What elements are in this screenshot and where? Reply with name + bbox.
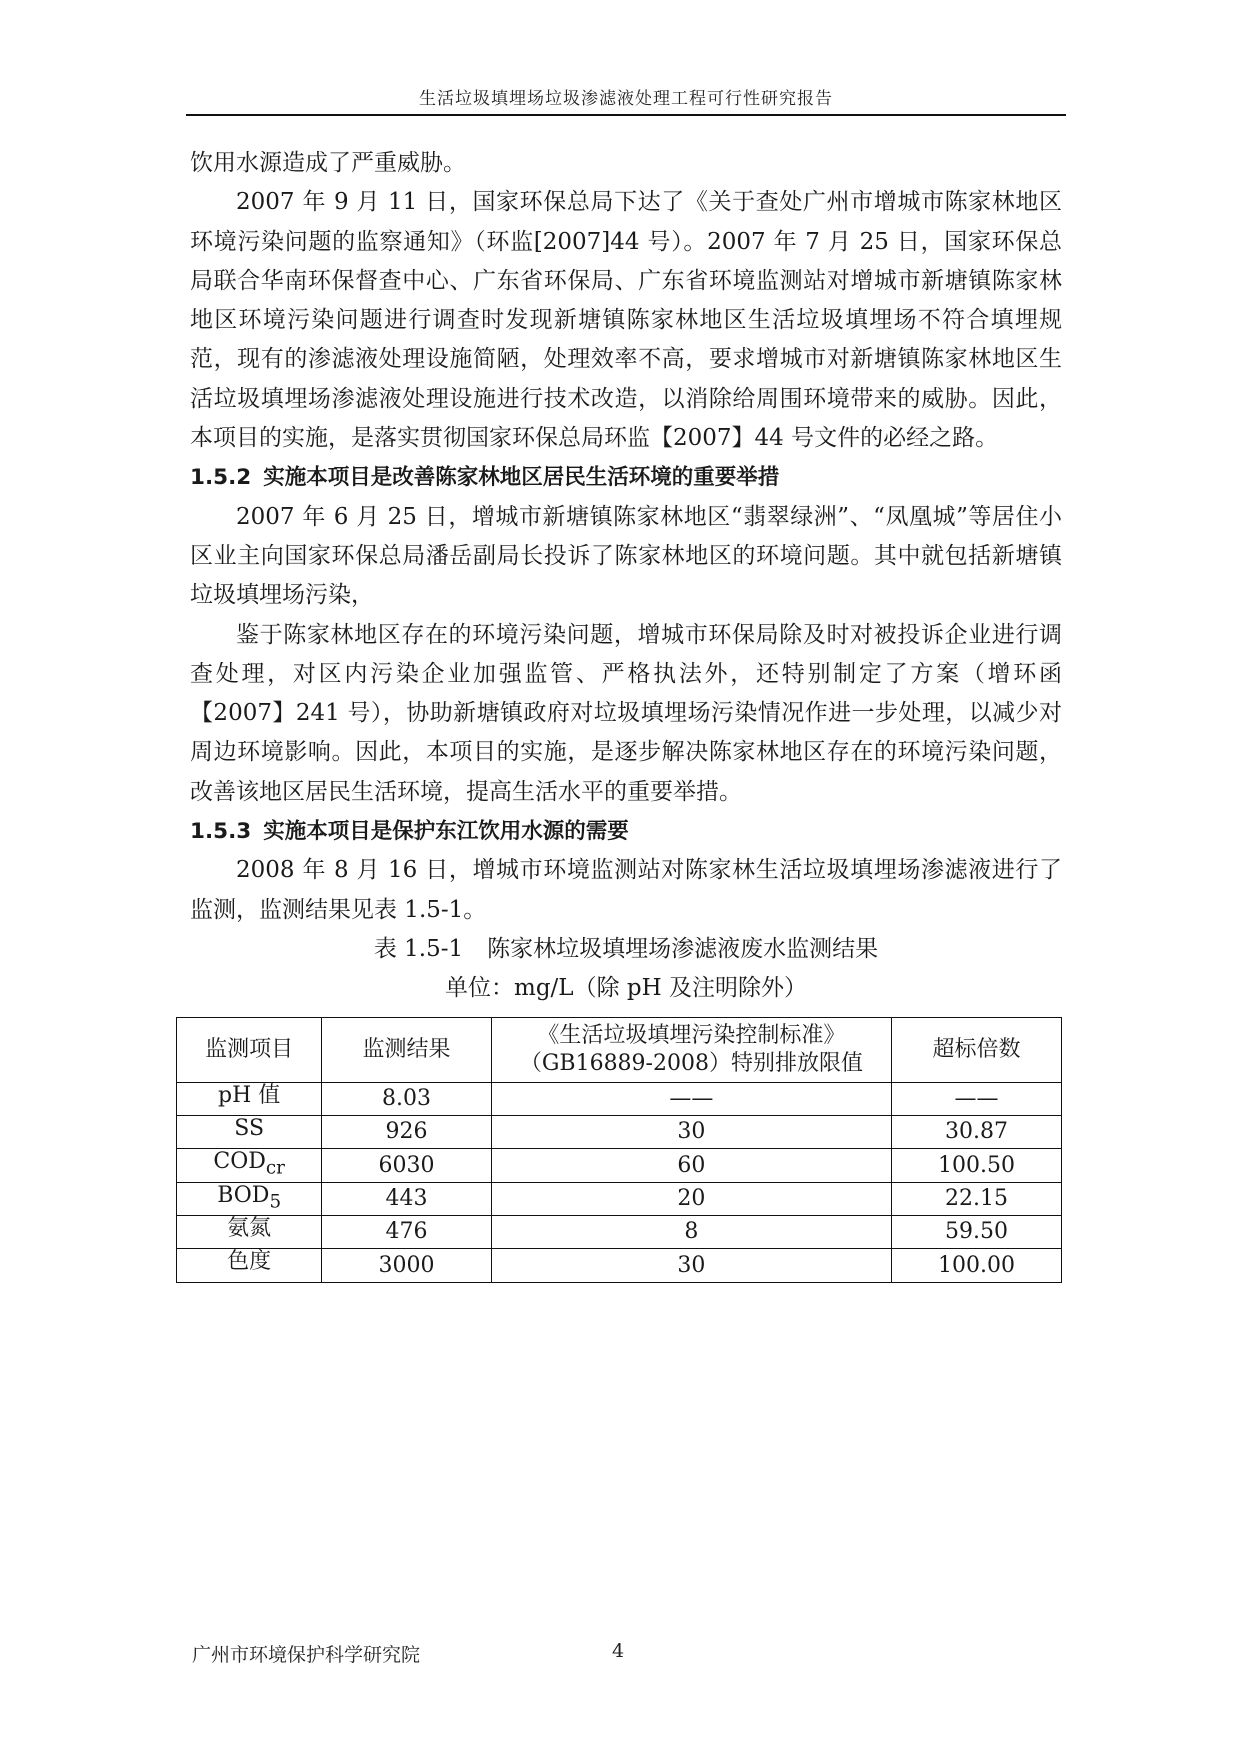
- header-standard-line2: （GB16889-2008）特别排放限值: [519, 1050, 863, 1076]
- table-header-row: [177, 1017, 1062, 1082]
- monitoring-results-table: [176, 1017, 1062, 1283]
- footer-organization: 广州市环境保护科学研究院: [192, 1644, 421, 1666]
- header-standard-line1: 《生活垃圾填埋污染控制标准》: [537, 1022, 846, 1048]
- header-result: 监测结果: [322, 1017, 491, 1082]
- cell-limit: 60: [491, 1149, 891, 1182]
- table-caption-title: 陈家林垃圾填埋场渗滤液废水监测结果: [487, 935, 879, 962]
- table-row: [177, 1216, 1062, 1249]
- cell-result: 8.03: [322, 1082, 491, 1115]
- cell-item: $BOD_5$: [177, 1182, 322, 1215]
- header-divider: [186, 114, 1066, 116]
- cell-item: 氨氮: [177, 1216, 322, 1249]
- cell-exceed: 59.50: [892, 1216, 1062, 1249]
- cell-limit: 30: [491, 1249, 891, 1282]
- table-row: [177, 1182, 1062, 1215]
- paragraph-continued: 饮用水源造成了严重威胁。: [190, 150, 466, 176]
- table-caption-number: 表 1.5-1: [373, 935, 464, 962]
- cell-result: 6030: [322, 1149, 491, 1182]
- cell-result: 3000: [322, 1249, 491, 1282]
- paragraph-resident-complaint: 2007 年 6 月 25 日，增城市新塘镇陈家林地区“翡翠绿洲”、“凤凰城”等居住小区业主向国家环保总局潘岳副局长投诉了陈家林地区的环境问题。其中就包括新塘镇垃圾填埋场污染，: [190, 503, 1062, 609]
- table-unit-note: 单位：mg/L（除 pH 及注明除外）: [445, 975, 807, 1002]
- cell-exceed: 22.15: [892, 1182, 1062, 1215]
- cell-limit: ——: [491, 1082, 891, 1115]
- page-number: 4: [612, 1640, 625, 1662]
- cell-item: SS: [177, 1115, 322, 1148]
- running-header: 生活垃圾填埋场垃圾渗滤液处理工程可行性研究报告: [419, 89, 833, 109]
- section-number: 1.5.2: [190, 465, 252, 491]
- cell-limit: 8: [491, 1216, 891, 1249]
- cell-item: pH 值: [177, 1082, 322, 1115]
- document-body: [190, 144, 1062, 1283]
- cell-limit: 30: [491, 1115, 891, 1148]
- table-row: [177, 1249, 1062, 1282]
- section-heading-1-5-2: [190, 458, 1062, 497]
- cell-exceed: 100.50: [892, 1149, 1062, 1182]
- cell-exceed: 100.00: [892, 1249, 1062, 1282]
- section-heading-1-5-3: [190, 812, 1062, 851]
- cell-result: 443: [322, 1182, 491, 1215]
- section-title: 实施本项目是保护东江饮用水源的需要: [263, 819, 629, 845]
- header-exceed: 超标倍数: [892, 1017, 1062, 1082]
- table-row: [177, 1082, 1062, 1115]
- cell-exceed: 30.87: [892, 1115, 1062, 1148]
- table-row: [177, 1115, 1062, 1148]
- table-caption: [190, 930, 1062, 969]
- section-title: 实施本项目是改善陈家林地区居民生活环境的重要举措: [263, 465, 780, 491]
- header-item: 监测项目: [177, 1017, 322, 1082]
- cell-exceed: ——: [892, 1082, 1062, 1115]
- paragraph-monitoring: 2008 年 8 月 16 日，增城市环境监测站对陈家林生活垃圾填埋场渗滤液进行了监测，监测结果见表 1.5-1。: [190, 857, 1062, 923]
- section-number: 1.5.3: [190, 819, 252, 845]
- header-standard: [491, 1017, 891, 1082]
- paragraph-inspection-notice: 2007 年 9 月 11 日，国家环保总局下达了《关于查处广州市增城市陈家林地区环境污染问题的监察通知》（环监[2007]44 号）。2007 年 7 月 25 日，国家环保总局联合华南环保督查中心、广东省环保局、广东省环境监测站对增城市新塘镇陈家林地区环境污染问题进行调查时发现新塘镇陈家林地区生活垃圾填埋场不符合填埋规范，现有的渗滤液处理设施简陋，处理效率不高，要求增城市对新塘镇陈家林地区生活垃圾填埋场渗滤液处理设施进行技术改造，以消除给周围环境带来的威胁。因此，本项目的实施，是落实贯彻国家环保总局环监【2007】44 号文件的必经之路。: [190, 189, 1062, 452]
- cell-item: 色度: [177, 1249, 322, 1282]
- table-row: [177, 1149, 1062, 1182]
- cell-result: 926: [322, 1115, 491, 1148]
- cell-result: 476: [322, 1216, 491, 1249]
- cell-item: $COD_{cr}$: [177, 1149, 322, 1182]
- cell-limit: 20: [491, 1182, 891, 1215]
- paragraph-bureau-measures: 鉴于陈家林地区存在的环境污染问题，增城市环保局除及时对被投诉企业进行调查处理，对区内污染企业加强监管、严格执法外，还特别制定了方案（增环函【2007】241 号），协助新塘镇政府对垃圾填埋场污染情况作进一步处理，以减少对周边环境影响。因此，本项目的实施，是逐步解决陈家林地区存在的环境污染问题，改善该地区居民生活环境，提高生活水平的重要举措。: [190, 621, 1062, 805]
